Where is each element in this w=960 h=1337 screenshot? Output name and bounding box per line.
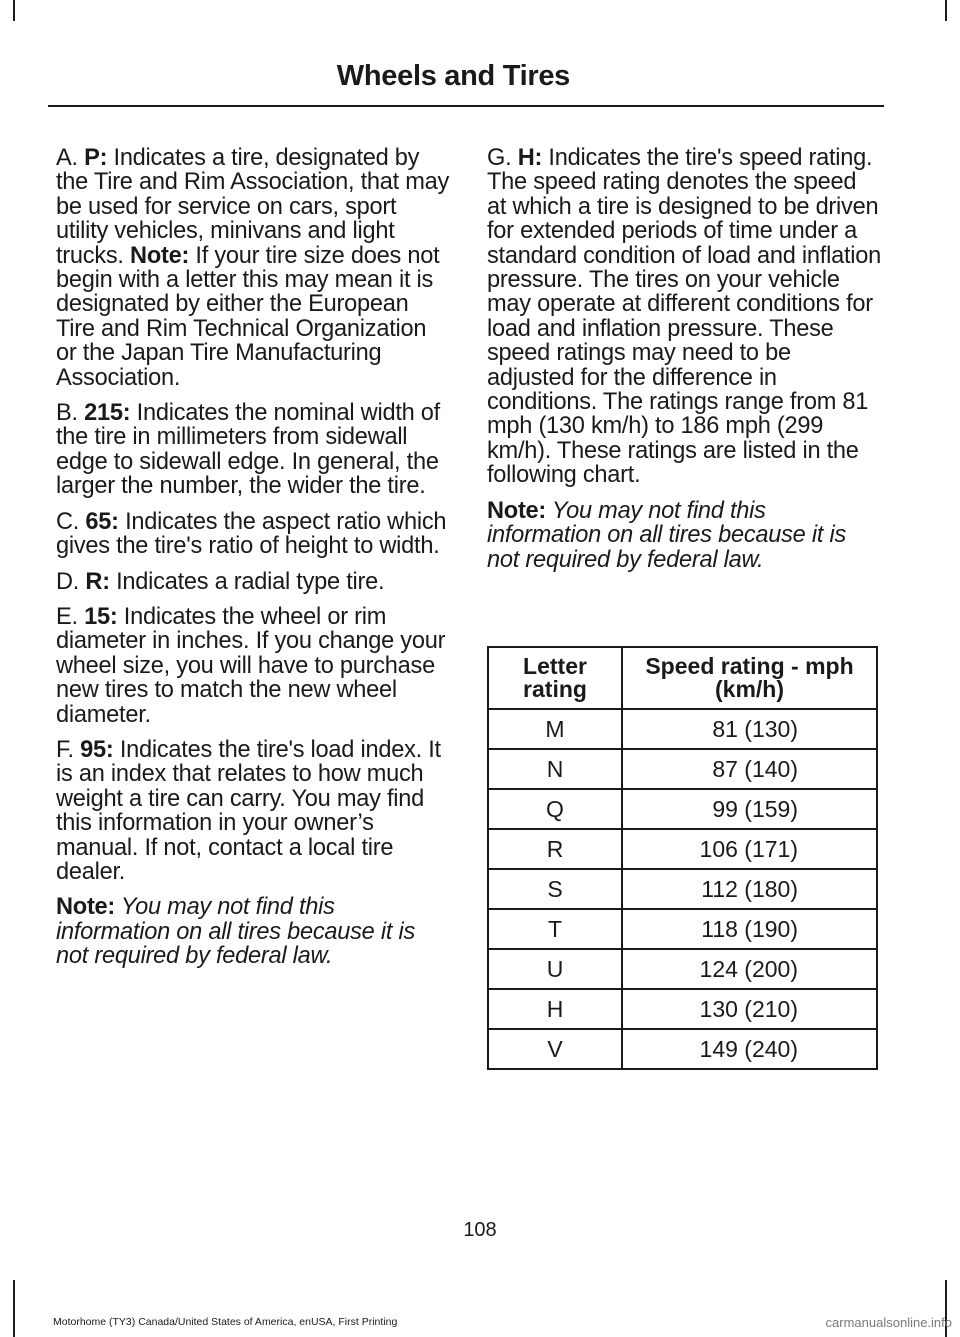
table-header-row	[488, 647, 877, 709]
page-number: 108	[463, 1219, 497, 1241]
speed-cell: 118 (190)	[622, 909, 877, 949]
speed-cell: 87 (140)	[622, 749, 877, 789]
speed-cell: 81 (130)	[622, 709, 877, 749]
speed-cell: 130 (210)	[622, 989, 877, 1029]
table-row	[488, 709, 877, 749]
table-row	[488, 909, 877, 949]
table-row	[488, 749, 877, 789]
left-column	[56, 146, 450, 980]
note-left: Note: You may not find this information on all tires because it is not required by federal law.	[56, 894, 416, 970]
letter-cell: Q	[488, 789, 622, 829]
page-title: Wheels and Tires	[336, 60, 570, 92]
right-column	[487, 146, 881, 583]
speed-cell: 149 (240)	[622, 1029, 877, 1069]
paragraph-d: D. R: Indicates a radial type tire.	[56, 568, 385, 595]
letter-cell: V	[488, 1029, 622, 1069]
speed-cell: 124 (200)	[622, 949, 877, 989]
paragraph-e: E. 15: Indicates the wheel or rim diameter in inches. If you change your wheel size, you will have to purchase new tires to match the new wheel diameter.	[56, 603, 446, 728]
header-speed-rating: Speed rating - mph (km/h)	[622, 647, 877, 709]
table-row	[488, 1029, 877, 1069]
paragraph-f: F. 95: Indicates the tire's load index. It is an index that relates to how much weight a tire can carry. You may find this information in your owner’s manual. If not, contact a local tire dealer.	[56, 736, 441, 885]
letter-cell: H	[488, 989, 622, 1029]
crop-mark	[945, 0, 947, 21]
header-divider	[48, 105, 884, 107]
letter-cell: R	[488, 829, 622, 869]
table-row	[488, 829, 877, 869]
letter-cell: U	[488, 949, 622, 989]
watermark: carmanualsonline.info	[825, 1315, 952, 1330]
footer-text: Motorhome (TY3) Canada/United States of America, enUSA, First Printing	[53, 1316, 398, 1328]
table-row	[488, 869, 877, 909]
paragraph-c: C. 65: Indicates the aspect ratio which gives the tire's ratio of height to width.	[56, 508, 447, 560]
paragraph-b: B. 215: Indicates the nominal width of the tire in millimeters from sidewall edge to sidewall edge. In general, the larger the number, the wider the tire.	[56, 400, 440, 500]
speed-rating-table	[487, 646, 878, 1070]
letter-cell: S	[488, 869, 622, 909]
paragraph-a: A. P: Indicates a tire, designated by the Tire and Rim Association, that may be used for service on cars, sport utility vehicles, minivans and light trucks. Note: If your tire size does not begin with a letter this may mean it is designated by either the European Tire and Rim Technical Organization or the Japan Tire Manufacturing Association.	[56, 145, 450, 391]
table-row	[488, 789, 877, 829]
speed-cell: 106 (171)	[622, 829, 877, 869]
letter-cell: T	[488, 909, 622, 949]
note-right: Note: You may not find this information on all tires because it is not required by federal law.	[487, 497, 847, 573]
table-row	[488, 989, 877, 1029]
paragraph-g: G. H: Indicates the tire's speed rating. The speed rating denotes the speed at which a tire is designed to be driven for extended periods of time under a standard condition of load and inflation pressure. The tires on your vehicle may operate at different conditions for load and inflation pressure. These speed ratings may need to be adjusted for the difference in conditions. The ratings range from 81 mph (130 km/h) to 186 mph (299 km/h). These ratings are listed in the following chart.	[487, 145, 882, 489]
crop-mark	[13, 0, 15, 21]
crop-mark	[13, 1280, 15, 1337]
speed-cell: 99 (159)	[622, 789, 877, 829]
letter-cell: M	[488, 709, 622, 749]
header-letter-rating: Letter rating	[488, 647, 622, 709]
table-row	[488, 949, 877, 989]
speed-cell: 112 (180)	[622, 869, 877, 909]
letter-cell: N	[488, 749, 622, 789]
